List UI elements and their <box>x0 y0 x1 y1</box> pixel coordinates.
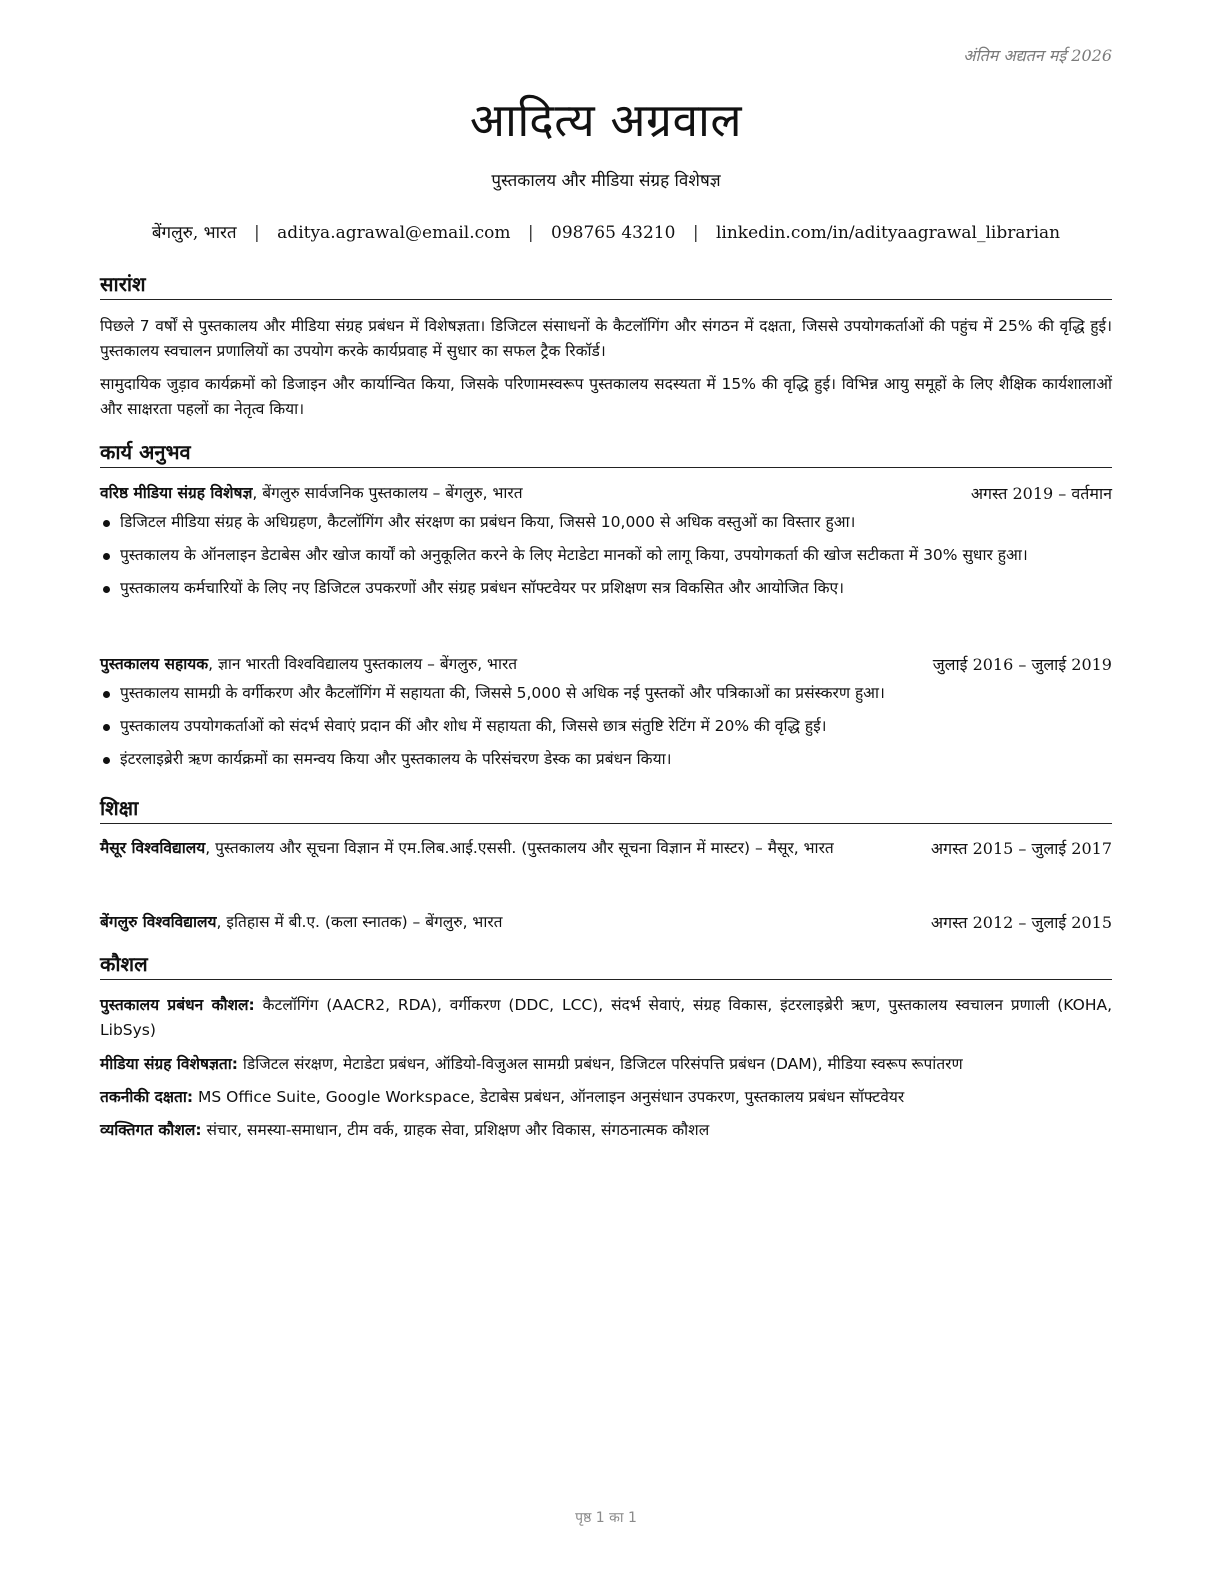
skill-row <box>100 1085 1112 1110</box>
job-role-org <box>100 652 890 677</box>
bullet-icon <box>103 520 110 527</box>
summary-paragraph: सामुदायिक जुड़ाव कार्यक्रमों को डिजाइन और कार्यान्वित किया, जिसके परिणामस्वरूप पुस्तकालय सदस्यता में 15% की वृद्धि हुई। विभिन्न आयु समूहों के लिए शैक्षिक कार्यशालाओं और साक्षरता पहलों का नेतृत्व किया। <box>100 375 1112 418</box>
skill-label: तकनीकी दक्षता: <box>100 1088 194 1106</box>
bullet-icon <box>103 691 110 698</box>
list-item <box>100 714 1112 739</box>
section-skills-title: कौशल <box>100 950 1112 980</box>
skill-row <box>100 993 1112 1043</box>
contact-phone[interactable]: 098765 43210 <box>551 223 676 243</box>
job-dates: अगस्त 2019 – वर्तमान <box>970 484 1112 503</box>
skill-text: संचार, समस्या-समाधान, टीम वर्क, ग्राहक सेवा, प्रशिक्षण और विकास, संगठनात्मक कौशल <box>201 1121 710 1139</box>
last-updated: अंतिम अद्यतन मई 2026 <box>963 46 1112 65</box>
bullet-icon <box>103 757 110 764</box>
bullet-text: पुस्तकालय कर्मचारियों के लिए नए डिजिटल उपकरणों और संग्रह प्रबंधन सॉफ्टवेयर पर प्रशिक्षण सत्र विकसित और आयोजित किए। <box>120 579 845 597</box>
education-school-detail <box>100 910 890 935</box>
education-dates: अगस्त 2015 – जुलाई 2017 <box>930 839 1112 858</box>
list-item <box>100 543 1112 568</box>
bullet-text: पुस्तकालय सामग्री के वर्गीकरण और कैटलॉगिंग में सहायता की, जिससे 5,000 से अधिक नई पुस्तकों और पत्रिकाओं का प्रसंस्करण हुआ। <box>120 684 885 702</box>
contact-line <box>100 220 1112 243</box>
bullet-icon <box>103 724 110 731</box>
section-experience-title: कार्य अनुभव <box>100 438 1112 468</box>
job-dates: जुलाई 2016 – जुलाई 2019 <box>932 655 1112 674</box>
job-bullets <box>100 681 1112 780</box>
section-summary-title: सारांश <box>100 270 1112 300</box>
candidate-title: पुस्तकालय और मीडिया संग्रह विशेषज्ञ <box>491 171 721 191</box>
skill-label: व्यक्तिगत कौशल: <box>100 1121 202 1139</box>
bullet-icon <box>103 553 110 560</box>
skill-label: पुस्तकालय प्रबंधन कौशल: <box>100 996 255 1014</box>
education-school: मैसूर विश्वविद्यालय <box>100 839 206 857</box>
bullet-text: पुस्तकालय उपयोगकर्ताओं को संदर्भ सेवाएं प्रदान कीं और शोध में सहायता की, जिससे छात्र संतुष्टि रेटिंग में 20% की वृद्धि हुई। <box>120 717 827 735</box>
bullet-icon <box>103 586 110 593</box>
education-dates: अगस्त 2012 – जुलाई 2015 <box>930 913 1112 932</box>
skill-row <box>100 1118 1112 1143</box>
list-item <box>100 576 1112 601</box>
bullet-text: डिजिटल मीडिया संग्रह के अधिग्रहण, कैटलॉगिंग और संरक्षण का प्रबंधन किया, जिससे 10,000 से अधिक वस्तुओं का विस्तार हुआ। <box>120 513 856 531</box>
contact-separator: | <box>527 223 534 243</box>
page-number: पृष्ठ 1 का 1 <box>575 1510 637 1526</box>
job-bullets <box>100 510 1112 609</box>
skill-row <box>100 1052 1112 1077</box>
summary-paragraph: पिछले 7 वर्षों से पुस्तकालय और मीडिया संग्रह प्रबंधन में विशेषज्ञता। डिजिटल संसाधनों के कैटलॉगिंग और संगठन में दक्षता, जिससे उपयोगकर्ताओं की पहुंच में 25% की वृद्धि हुई। पुस्तकालय स्वचालन प्रणालियों का उपयोग करके कार्यप्रवाह में सुधार का सफल ट्रैक रिकॉर्ड। <box>100 317 1112 360</box>
list-item <box>100 681 1112 706</box>
skill-text: MS Office Suite, Google Workspace, डेटाबेस प्रबंधन, ऑनलाइन अनुसंधान उपकरण, पुस्तकालय प्रबंधन सॉफ्टवेयर <box>193 1088 905 1106</box>
job-role-org <box>100 481 890 506</box>
job-org: , ज्ञान भारती विश्वविद्यालय पुस्तकालय – बेंगलुरु, भारत <box>208 655 518 673</box>
contact-separator: | <box>692 223 699 243</box>
contact-separator: | <box>254 223 260 243</box>
education-school-detail <box>100 836 890 861</box>
skill-label: मीडिया संग्रह विशेषज्ञता: <box>100 1055 238 1073</box>
resume-page <box>100 0 1112 1584</box>
education-detail: , पुस्तकालय और सूचना विज्ञान में एम.लिब.आई.एससी. (पुस्तकालय और सूचना विज्ञान में मास्टर) – मैसूर, भारत <box>205 839 834 857</box>
job-role: वरिष्ठ मीडिया संग्रह विशेषज्ञ <box>100 484 253 502</box>
bullet-text: पुस्तकालय के ऑनलाइन डेटाबेस और खोज कार्यों को अनुकूलित करने के लिए मेटाडेटा मानकों को लागू किया, उपयोगकर्ता की खोज सटीकता में 30% सुधार हुआ। <box>120 546 1028 564</box>
section-education-title: शिक्षा <box>100 794 1112 824</box>
contact-email[interactable]: aditya.agrawal@email.com <box>277 223 511 243</box>
skill-text: डिजिटल संरक्षण, मेटाडेटा प्रबंधन, ऑडियो-विजुअल सामग्री प्रबंधन, डिजिटल परिसंपत्ति प्रबंधन (DAM), मीडिया स्वरूप रूपांतरण <box>237 1055 963 1073</box>
list-item <box>100 510 1112 535</box>
candidate-name: आदित्य अग्रवाल <box>469 93 743 147</box>
bullet-text: इंटरलाइब्रेरी ऋण कार्यक्रमों का समन्वय किया और पुस्तकालय के परिसंचरण डेस्क का प्रबंधन किया। <box>120 750 672 768</box>
job-org: , बेंगलुरु सार्वजनिक पुस्तकालय – बेंगलुरु, भारत <box>252 484 523 502</box>
education-school: बेंगलुरु विश्वविद्यालय <box>100 913 217 931</box>
contact-linkedin[interactable]: linkedin.com/in/adityaagrawal_librarian <box>715 223 1061 243</box>
contact-location: बेंगलुरु, भारत <box>151 223 237 243</box>
job-role: पुस्तकालय सहायक <box>100 655 209 673</box>
skill-text: कैटलॉगिंग (AACR2, RDA), वर्गीकरण (DDC, LCC), संदर्भ सेवाएं, संग्रह विकास, इंटरलाइब्रेरी ऋण, पुस्तकालय स्वचालन प्रणाली (KOHA, LibSys) <box>100 996 1113 1039</box>
education-detail: , इतिहास में बी.ए. (कला स्नातक) – बेंगलुरु, भारत <box>216 913 503 931</box>
list-item <box>100 747 1112 772</box>
